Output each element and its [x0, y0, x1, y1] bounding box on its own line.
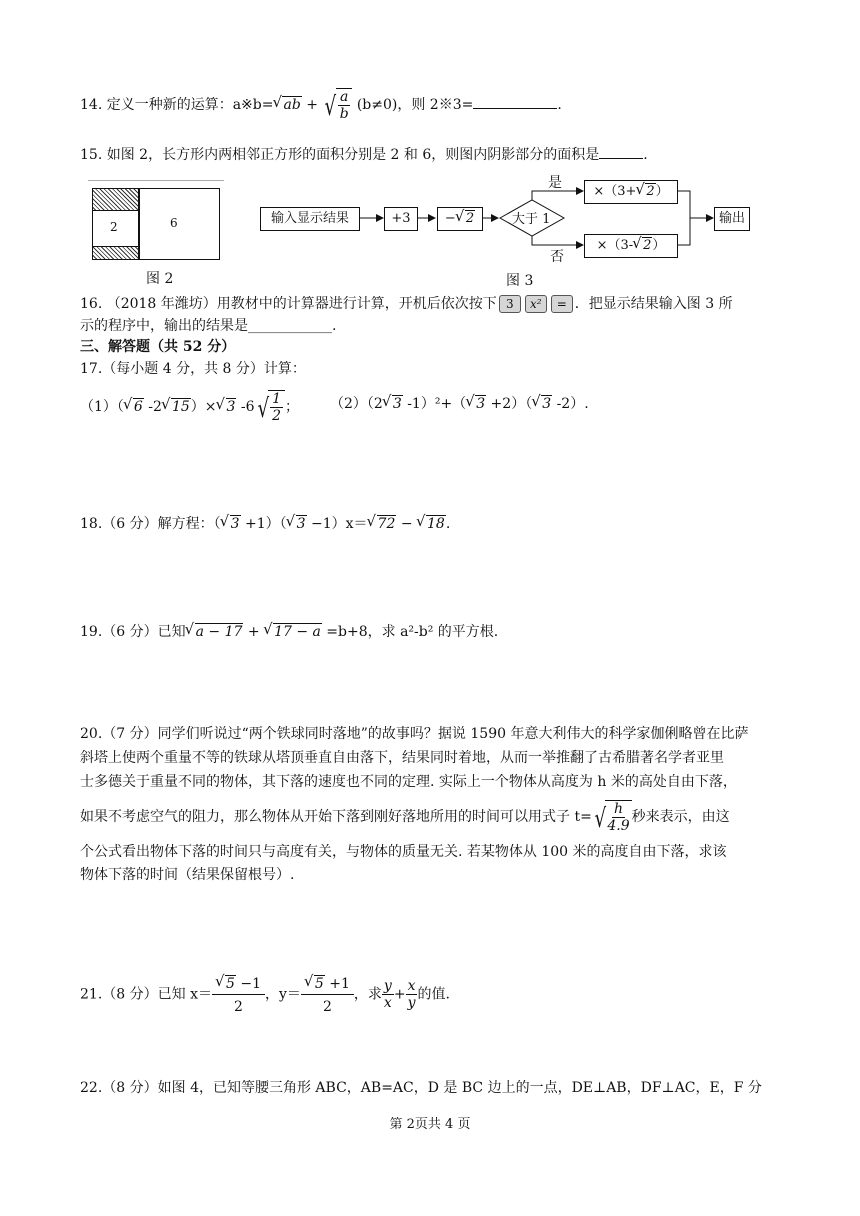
- fig2-caption: 图 2: [146, 271, 174, 287]
- q20-line1: 20.（7 分）同学们听说过“两个铁球同时落地”的故事吗？据说 1590 年意大利伟大的科学家伽俐略曾在比萨: [80, 726, 749, 742]
- q20-line6: 物体下落的时间（结果保留根号）.: [80, 867, 295, 883]
- question-21: 21.（8 分）已知 x＝ √ $\frac{5 -1}{2}$ ，y＝ √ $\frac{5 +1}{2}$ ，求 $\frac{y}{x}$ + $\frac{x}{y}$ 的值.: [80, 974, 450, 1015]
- fig3-add-box: +3: [384, 207, 418, 231]
- fig3-yes-box: ×（3+√ 2）: [584, 180, 678, 204]
- q14-answer-blank[interactable]: [473, 94, 557, 109]
- q17-heading: 17.（每小题 4 分，共 8 分）计算：: [80, 361, 306, 377]
- fig3-caption: 图 3: [506, 273, 534, 289]
- q15-text: 15. 如图 2，长方形内两相邻正方形的面积分别是 2 和 6，则图内阴影部分的面积是: [80, 147, 600, 163]
- q17-part2: （2）（2√ 3 -1）²+（√ 3 +2）（√ 3 -2）.: [330, 394, 589, 414]
- q17-part1: （1）（√ 6 -2√ 15）×√ 3 -6 √ $\frac{1}{2}$ ；: [80, 390, 299, 424]
- q15-answer-blank[interactable]: [599, 144, 643, 159]
- key-square-icon: x²: [525, 295, 547, 313]
- fig3-yes-label: 是: [548, 175, 562, 191]
- q20-line5: 个公式看出物体下落的时间只与高度有关，与物体的质量无关. 若某物体从 100 米的高度自由下落，求该: [80, 844, 727, 860]
- fig3-no-label: 否: [550, 249, 564, 265]
- fig2-label-small: 2: [110, 220, 118, 234]
- key-equals-icon: =: [551, 295, 573, 313]
- section-heading: 三、解答题（共 52 分）: [80, 339, 236, 355]
- question-18: 18.（6 分）解方程：（√ 3 +1）（√ 3 −1）x＝√ 72 − √ 18.: [80, 514, 450, 534]
- question-22: 22.（8 分）如图 4，已知等腰三角形 ABC，AB=AC，D 是 BC 边上的一点，DE⊥AB，DF⊥AC，E，F 分: [80, 1080, 762, 1096]
- fig3-diamond-label: 大于 1: [512, 212, 551, 227]
- q16-text: 16. （2018 年潍坊）用教材中的计算器进行计算，开机后依次按下: [80, 296, 497, 312]
- fig2-shaded-bottom: [92, 246, 140, 260]
- q20-line2: 斜塔上使两个重量不等的铁球从塔顶垂直自由落下，结果同时着地，从而一举推翻了古希腊著名学者亚里: [80, 750, 724, 766]
- fig3-subtract-box: −√ 2: [437, 207, 483, 231]
- fig3-no-box: ×（3-√ 2）: [584, 234, 678, 258]
- fig3-output-box: 输出: [714, 207, 750, 231]
- fig2-label-large: 6: [170, 216, 178, 230]
- fig3-input-box: 输入显示结果: [260, 207, 360, 231]
- question-19: 19.（6 分）已知√ a − 17 + √ 17 − a =b+8，求 a²-b² 的平方根.: [80, 622, 498, 642]
- q16-line2: 示的程序中，输出的结果是____________.: [80, 318, 337, 334]
- q14-radical-ab: √ ab: [273, 95, 301, 115]
- question-15: 15. 如图 2，长方形内两相邻正方形的面积分别是 2 和 6，则图内阴影部分的面积是 .: [80, 144, 648, 165]
- fig2-divider: [138, 188, 139, 259]
- q20-line4: 如果不考虑空气的阻力，那么物体从开始下落到刚好落地所用的时间可以用式子 t= √ $\frac{h}{4.9}$ 秒来表示，由这: [80, 801, 730, 834]
- fig2-top-rule: [88, 180, 224, 181]
- question-16: 16. （2018 年潍坊）用教材中的计算器进行计算，开机后依次按下 3 x² = ．把显示结果输入图 3 所: [80, 296, 733, 312]
- q14-text: 14. 定义一种新的运算：a※b=: [80, 97, 274, 113]
- q20-line3: 士多德关于重量不同的物体，其下落的速度也不同的定理. 实际上一个物体从高度为 h 米的高处自由下落，: [80, 774, 737, 790]
- page-footer: 第 2页共 4 页: [389, 1117, 471, 1132]
- fig2-shaded-top: [92, 188, 140, 212]
- question-14: 14. 定义一种新的运算：a※b=√ ab + √ $\frac{a}{b}$ (b≠0)，则 2※3= .: [80, 88, 562, 122]
- key-3-icon: 3: [499, 295, 521, 313]
- q14-radical-fraction: √ $\frac{a}{b}$: [322, 88, 352, 122]
